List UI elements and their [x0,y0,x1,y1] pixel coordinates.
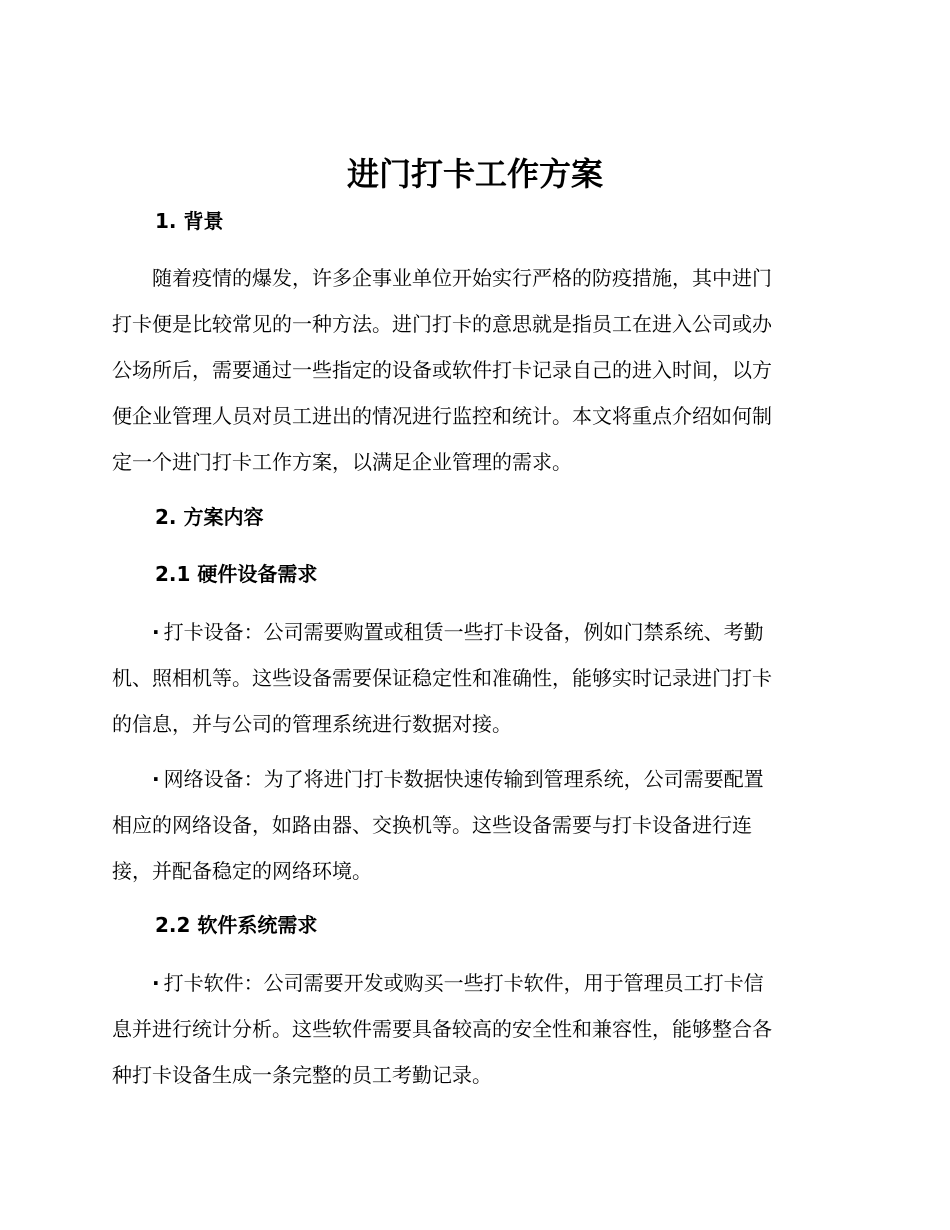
paragraph-line: 公场所后，需要通过一些指定的设备或软件打卡记录自己的进入时间，以方 [112,358,772,382]
paragraph-line: 打卡便是比较常见的一种方法。进门打卡的意思就是指员工在进入公司或办 [112,312,772,336]
bullet-dot: · [152,971,160,995]
paragraph-line: 相应的网络设备，如路由器、交换机等。这些设备需要与打卡设备进行连 [112,813,752,837]
paragraph-line: 打卡设备：公司需要购置或租赁一些打卡设备，例如门禁系统、考勤 [163,620,764,644]
section-heading-software: 2.2 软件系统需求 [155,913,318,937]
section-heading-hardware: 2.1 硬件设备需求 [155,562,318,586]
bullet-dot: · [152,767,160,791]
paragraph-line: 随着疫情的爆发，许多企事业单位开始实行严格的防疫措施，其中进门 [152,266,772,290]
document-title: 进门打卡工作方案 [346,155,603,193]
section-heading-background: 1. 背景 [155,209,224,233]
paragraph-line: 的信息，并与公司的管理系统进行数据对接。 [112,712,512,736]
paragraph-line: 打卡软件：公司需要开发或购买一些打卡软件，用于管理员工打卡信 [163,971,764,995]
paragraph-line: 息并进行统计分析。这些软件需要具备较高的安全性和兼容性，能够整合各 [112,1017,772,1041]
software-item-punch-software [112,960,832,1098]
hardware-item-punch-device [112,609,832,747]
hardware-item-network-device [112,756,832,894]
background-paragraph [112,255,832,485]
paragraph-line: 种打卡设备生成一条完整的员工考勤记录。 [112,1063,492,1087]
paragraph-line: 机、照相机等。这些设备需要保证稳定性和准确性，能够实时记录进门打卡 [112,666,772,690]
paragraph-line: 定一个进门打卡工作方案，以满足企业管理的需求。 [112,450,572,474]
paragraph-line: 接，并配备稳定的网络环境。 [112,859,372,883]
paragraph-line: 便企业管理人员对员工进出的情况进行监控和统计。本文将重点介绍如何制 [112,404,772,428]
bullet-dot: · [152,620,160,644]
paragraph-line: 网络设备：为了将进门打卡数据快速传输到管理系统，公司需要配置 [163,767,764,791]
section-heading-plan-content: 2. 方案内容 [155,505,264,529]
